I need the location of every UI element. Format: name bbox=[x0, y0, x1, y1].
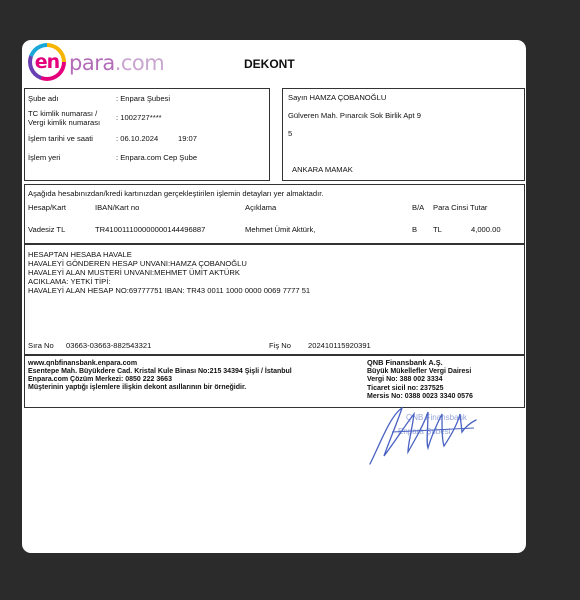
transaction-intro: Aşağıda hesabınızdan/kredi kartınızdan gerçekleştirilen işlemin detayları yer almaktadır. bbox=[28, 189, 324, 198]
place-label: İşlem yeri bbox=[28, 153, 61, 162]
recipient-address-line2: 5 bbox=[288, 129, 293, 138]
mersis-number: Mersis No: 0388 0023 3340 0576 bbox=[367, 393, 473, 400]
tckn-value: : 1002727**** bbox=[116, 113, 162, 122]
logo-ring-icon bbox=[28, 43, 66, 81]
header-currency-amount: Para Cinsi Tutar bbox=[433, 203, 488, 212]
detail-line: HAVALEYİ GÖNDEREN HESAP UNVANI:HAMZA ÇOBANOĞLU bbox=[28, 259, 247, 268]
sira-label: Sıra No bbox=[28, 341, 54, 350]
footer-disclaimer: Müşterinin yaptığı işlemlere ilişkin dekont asıllarının bir örneğidir. bbox=[28, 384, 247, 391]
header-iban: IBAN/Kart no bbox=[95, 203, 140, 212]
row-ba: B bbox=[412, 225, 418, 234]
tax-office: Büyük Mükellefler Vergi Dairesi bbox=[367, 368, 472, 375]
branch-value: : Enpara Şubesi bbox=[116, 94, 171, 103]
trade-registry: Ticaret sicil no: 237525 bbox=[367, 385, 444, 392]
bank-name: QNB Finansbank A.Ş. bbox=[367, 358, 443, 367]
branch-label: Şube adı bbox=[28, 94, 59, 103]
recipient-city: ANKARA MAMAK bbox=[292, 165, 353, 174]
date-value: : 06.10.2024 bbox=[116, 134, 159, 143]
row-description: Mehmet Ümit Aktürk, bbox=[245, 225, 316, 234]
row-account: Vadesiz TL bbox=[28, 225, 66, 234]
detail-line: HAVALEYİ ALAN HESAP NO:69777751 IBAN: TR43 0011 1000 0000 0069 7777 51 bbox=[28, 286, 311, 295]
footer-support: Enpara.com Çözüm Merkezi: 0850 222 3663 bbox=[28, 376, 172, 383]
logo-wordmark: para.com bbox=[69, 51, 165, 75]
header-account: Hesap/Kart bbox=[28, 203, 66, 212]
date-label: İşlem tarihi ve saati bbox=[28, 134, 93, 143]
receipt-card bbox=[22, 40, 526, 553]
row-currency: TL bbox=[433, 225, 442, 234]
svg-text:Enpara Şubesi: Enpara Şubesi bbox=[398, 427, 451, 436]
detail-line: ACIKLAMA: YETKİ TİPİ: bbox=[28, 277, 111, 286]
signature-stamp bbox=[362, 404, 482, 470]
fis-label: Fiş No bbox=[269, 341, 291, 350]
tckn-label-line2: Vergi kimlik numarası bbox=[28, 118, 101, 127]
sira-value: 03663-03663-882543321 bbox=[66, 341, 152, 350]
footer-address: Esentepe Mah. Büyükdere Cad. Kristal Kule Binası No:215 34394 Şişli / İstanbul bbox=[28, 368, 292, 375]
tax-number: Vergi No: 388 002 3334 bbox=[367, 376, 443, 383]
place-value: : Enpara.com Cep Şube bbox=[116, 153, 198, 162]
logo-en: en bbox=[32, 47, 62, 77]
detail-line: HAVALEYİ ALAN MUSTERİ UNVANI:MEHMET ÜMİT AKTÜRK bbox=[28, 268, 240, 277]
document-title: DEKONT bbox=[244, 57, 295, 71]
fis-value: 202410115920391 bbox=[308, 341, 371, 350]
footer-website: www.qnbfinansbank.enpara.com bbox=[28, 360, 138, 367]
header-ba: B/A bbox=[412, 203, 425, 212]
row-amount: 4,000.00 bbox=[471, 225, 501, 234]
time-value: 19:07 bbox=[178, 134, 198, 143]
svg-text:QNB Finansbank: QNB Finansbank bbox=[406, 413, 467, 422]
recipient-address-line1: Gülveren Mah. Pınarcık Sok Birlik Apt 9 bbox=[288, 111, 421, 120]
recipient-name: Sayın HAMZA ÇOBANOĞLU bbox=[288, 93, 387, 102]
tckn-label-line1: TC kimlik numarası / bbox=[28, 109, 98, 118]
detail-line: HESAPTAN HESABA HAVALE bbox=[28, 250, 132, 259]
enpara-logo bbox=[28, 43, 168, 85]
row-iban: TR410011100000000144496887 bbox=[95, 225, 206, 234]
header-description: Açıklama bbox=[245, 203, 277, 212]
